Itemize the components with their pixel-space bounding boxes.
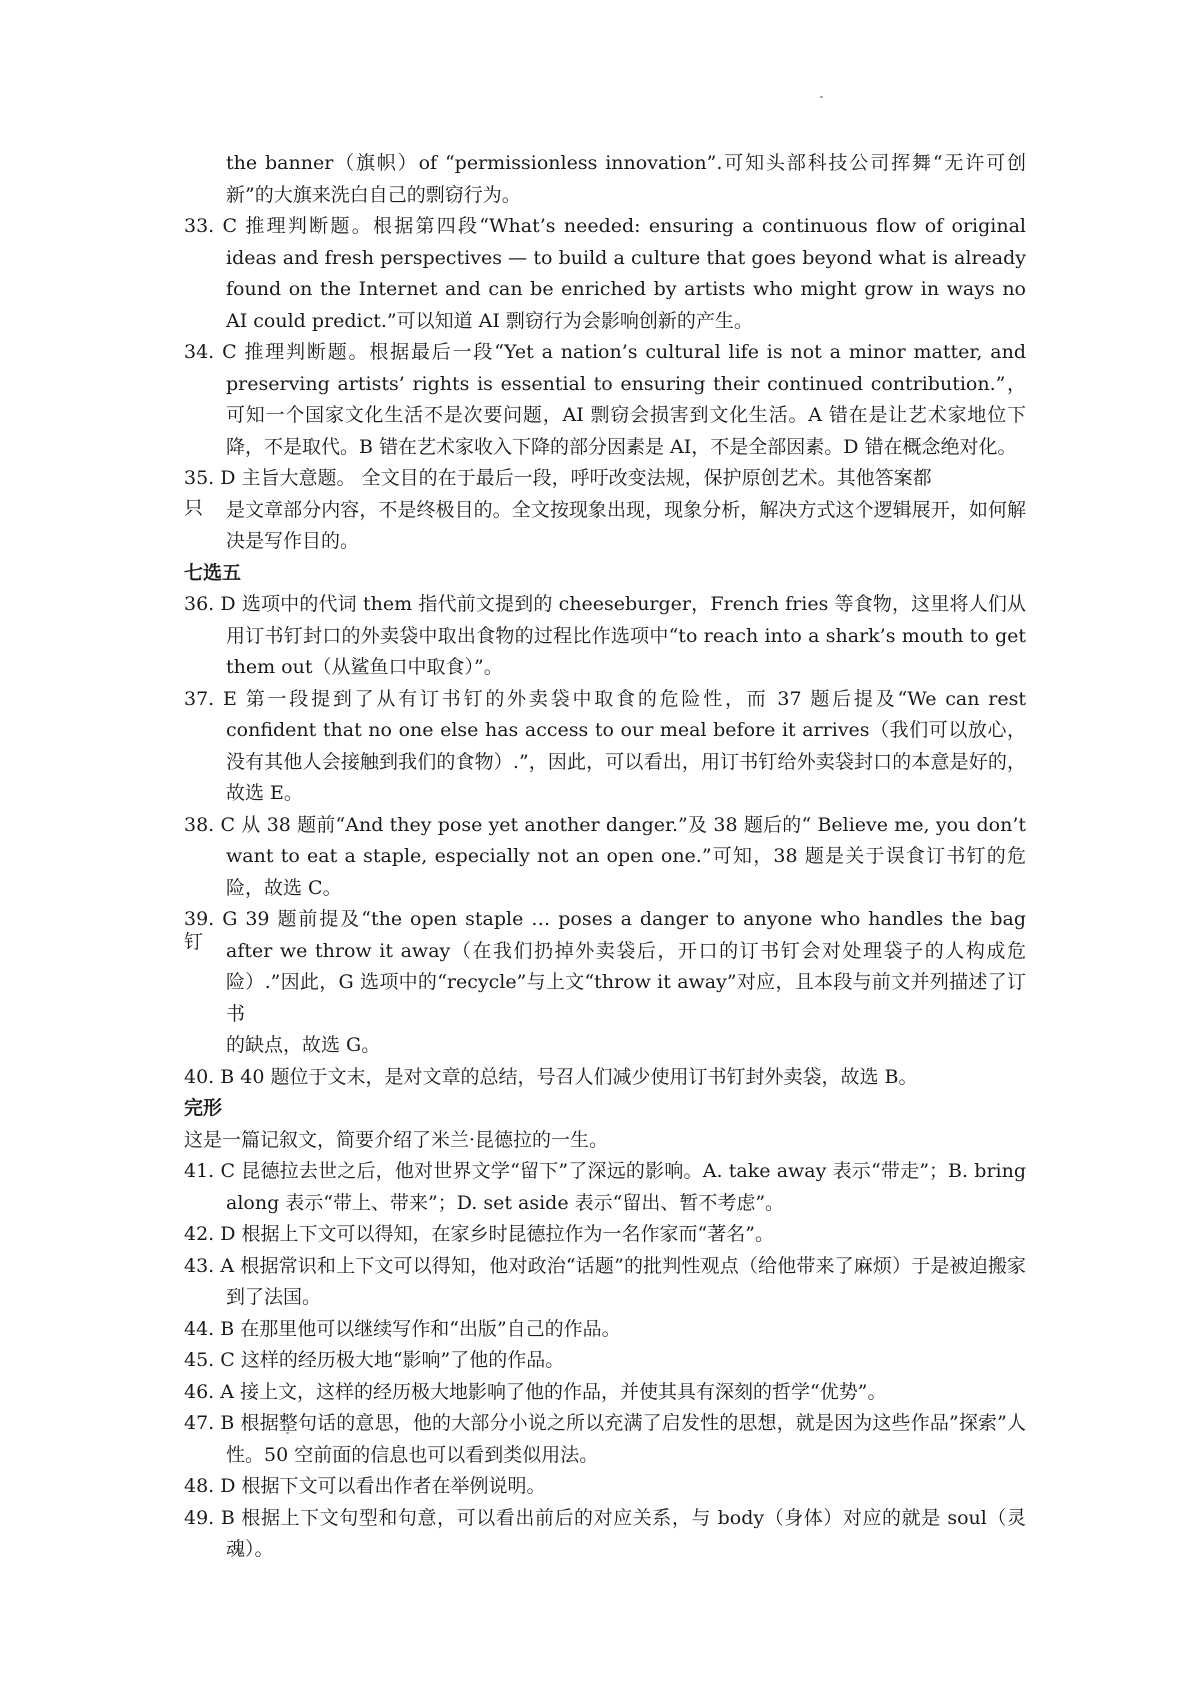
answer-item-44: 44. B 在那里他可以继续写作和“出版”自己的作品。 — [184, 1317, 621, 1340]
answer-item-45: 45. C 这样的经历极大地“影响”了他的作品。 — [184, 1349, 565, 1371]
section-heading-cloze: 完形 — [184, 1097, 223, 1119]
answer-item-33: 33. C 推理判断题。根据第四段“What’s needed: ensuring a continuous flow of original ideas and fresh perspectives — to build a culture that goes beyond what is already found on the Internet and can be enriched by artists who might grow in ways no AI could predict.”可以知道 AI 剽窃行为会影响创新的产生。 — [184, 215, 1026, 332]
stray-character-margin: 只 — [184, 497, 204, 519]
section-heading-seven-choose-five: 七选五 — [184, 561, 242, 584]
answer-item-35-continued: 是文章部分内容，不是终极目的。全文按现象出现，现象分析，解决方式这个逻辑展开，如何解决是写作目的。 — [226, 498, 1026, 552]
answer-item-46: 46. A 接上文，这样的经历极大地影响了他的作品，并使其具有深刻的哲学“优势”。 — [184, 1380, 887, 1403]
answer-item-47: 47. B 根据整句话的意思，他的大部分小说之所以充满了启发性的思想，就是因为这些作品”探索”人性。50 空前面的信息也可以看到类似用法。 — [184, 1412, 1026, 1466]
answer-item-41: 41. C 昆德拉去世之后，他对世界文学“留下”了深远的影响。A. take away 表示“带走”；B. bring along 表示“带上、带来”；D. set aside 表示“留出、暂不考虑”。 — [184, 1160, 1026, 1214]
answer-item-39-continued: 的缺点，故选 G。 — [226, 1034, 381, 1056]
answer-item-34: 34. C 推理判断题。根据最后一段“Yet a nation’s cultural life is not a minor matter, and preserving artists’ rights is essential to ensuring their continued contribution.”，可知一个国家文化生活不是次要问题，AI 剽窃会损害到文化生活。A 错在是让艺术家地位下降，不是取代。B 错在艺术家收入下降的部分因素是 AI，不是全部因素。D 错在概念绝对化。 — [184, 341, 1026, 458]
section-intro: 这是一篇记叙文，简要介绍了米兰·昆德拉的一生。 — [184, 1128, 609, 1151]
answer-item-42: 42. D 根据上下文可以得知，在家乡时昆德拉作为一名作家而“著名”。 — [184, 1223, 774, 1245]
answer-item-38: 38. C 从 38 题前“And they pose yet another danger.”及 38 题后的“ Believe me, you don’t want to eat a staple, especially not an open one.”可知，38 题是关于误食订书钉的危险，故选 C。 — [184, 813, 1026, 899]
answer-item-48: 48. D 根据下文可以看出作者在举例说明。 — [184, 1475, 546, 1497]
answer-item-43: 43. A 根据常识和上下文可以得知，他对政治“话题”的批判性观点（给他带来了麻烦）于是被迫搬家到了法国。 — [184, 1254, 1026, 1308]
answer-item-35: 35. D 主旨大意题。 全文目的在于最后一段，呼吁改变法规，保护原创艺术。其他答案都 — [184, 467, 932, 489]
answer-item-49: 49. B 根据上下文句型和句意，可以看出前后的对应关系，与 body（身体）对应的就是 soul（灵魂）。 — [184, 1506, 1026, 1560]
explanation-continuation: the banner（旗帜）of “permissionless innovation”.可知头部科技公司挥舞“无许可创新”的大旗来洗白自己的剽窃行为。 — [226, 152, 1026, 206]
answer-item-37: 37. E 第一段提到了从有订书钉的外卖袋中取食的危险性，而 37 题后提及“We can rest confident that no one else has access to our meal before it arrives（我们可以放心，没有其他人会接触到我们的食物）.”，因此，可以看出，用订书钉给外卖袋封口的本意是好的，故选 E。 — [184, 687, 1026, 804]
answer-item-36: 36. D 选项中的代词 them 指代前文提到的 cheeseburger，French fries 等食物，这里将人们从用订书钉封口的外卖袋中取出食物的过程比作选项中“to reach into a shark’s mouth to get them out（从鲨鱼口中取食）”。 — [184, 593, 1026, 678]
answer-item-39: 39. G 39 题前提及“the open staple … poses a danger to anyone who handles the bag after we throw it away（在我们扔掉外卖袋后，开口的订书钉会对处理袋子的人构成危险）.”因此，G 选项中的“recycle”与上文“throw it away”对应，且本段与前文并列描述了订书 — [184, 908, 1026, 1025]
answer-explanations — [184, 148, 1026, 1566]
stray-character-margin: 钉 — [184, 931, 204, 953]
answer-item-40: 40. B 40 题位于文末，是对文章的总结，号召人们减少使用订书钉封外卖袋，故选 B。 — [184, 1065, 918, 1088]
scan-speck — [820, 96, 823, 98]
